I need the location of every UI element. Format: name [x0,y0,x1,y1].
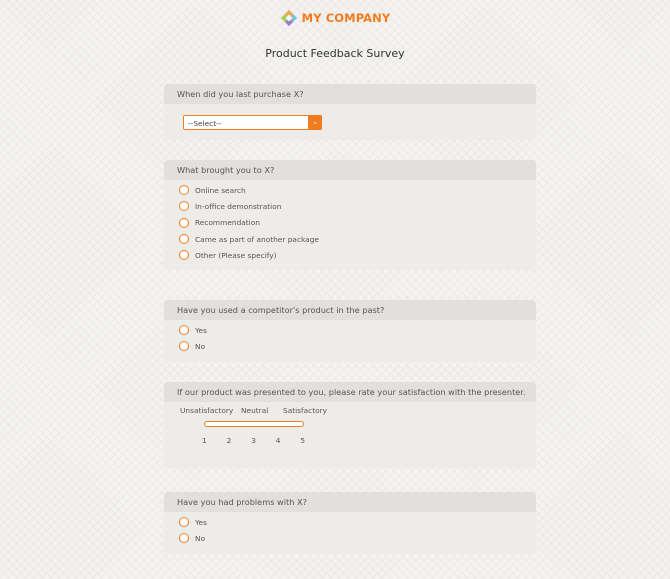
option-label: Yes [195,517,207,527]
page-title: Product Feedback Survey [265,47,405,60]
select-value: --Select-- [188,119,222,128]
question-card-problems [164,492,536,554]
radio-option-in-office-demo[interactable] [179,198,536,214]
radio-button[interactable] [179,218,189,228]
radio-option-no[interactable] [179,530,536,546]
purchase-date-select[interactable] [183,115,322,130]
header [0,9,670,31]
rating-number[interactable]: 3 [251,436,256,445]
radio-button[interactable] [179,201,189,211]
scale-label-mid: Neutral [241,406,269,415]
question-label: Have you had problems with X? [164,492,536,512]
diamond-logo-icon [280,9,298,27]
radio-button[interactable] [179,533,189,543]
radio-option-package[interactable] [179,231,536,247]
company-logo [280,9,391,27]
option-label: Online search [195,185,246,195]
chevron-down-icon[interactable]: ⌄ [308,115,322,130]
question-label: What brought you to X? [164,160,536,180]
question-card-source [164,160,536,270]
option-label: Other (Please specify) [195,250,277,260]
question-card-presenter-rating [164,382,536,468]
option-label: No [195,341,206,351]
rating-number[interactable]: 2 [226,436,232,445]
radio-button[interactable] [179,325,189,335]
radio-option-yes[interactable] [179,514,536,530]
option-label: Yes [195,325,207,335]
rating-number[interactable]: 4 [275,436,281,445]
radio-button[interactable] [179,234,189,244]
question-card-competitor [164,300,536,362]
radio-button[interactable] [179,250,189,260]
option-label: Came as part of another package [195,234,319,244]
question-label: When did you last purchase X? [164,84,536,104]
question-card-purchase [164,84,536,140]
company-name: MY COMPANY [301,11,391,25]
radio-option-other[interactable] [179,247,536,263]
radio-option-no[interactable] [179,338,536,354]
option-label: In-office demonstration [195,201,282,211]
radio-option-recommendation[interactable] [179,215,536,231]
option-label: Recommendation [195,218,260,228]
scale-label-low: Unsatisfactory [180,406,234,415]
rating-scale-labels [180,406,536,415]
radio-option-online-search[interactable] [179,182,536,198]
question-label: Have you used a competitor's product in the past? [164,300,536,320]
option-label: No [195,533,206,543]
scale-label-high: Satisfactory [283,406,328,415]
rating-number[interactable]: 5 [300,436,306,445]
radio-button[interactable] [179,517,189,527]
rating-slider-track[interactable] [204,421,304,427]
radio-button[interactable] [179,341,189,351]
radio-button[interactable] [179,185,189,195]
rating-number[interactable]: 1 [202,436,207,445]
rating-scale-numbers [202,436,536,445]
radio-option-yes[interactable] [179,322,536,338]
question-label: If our product was presented to you, please rate your satisfaction with the presenter. [164,382,536,402]
